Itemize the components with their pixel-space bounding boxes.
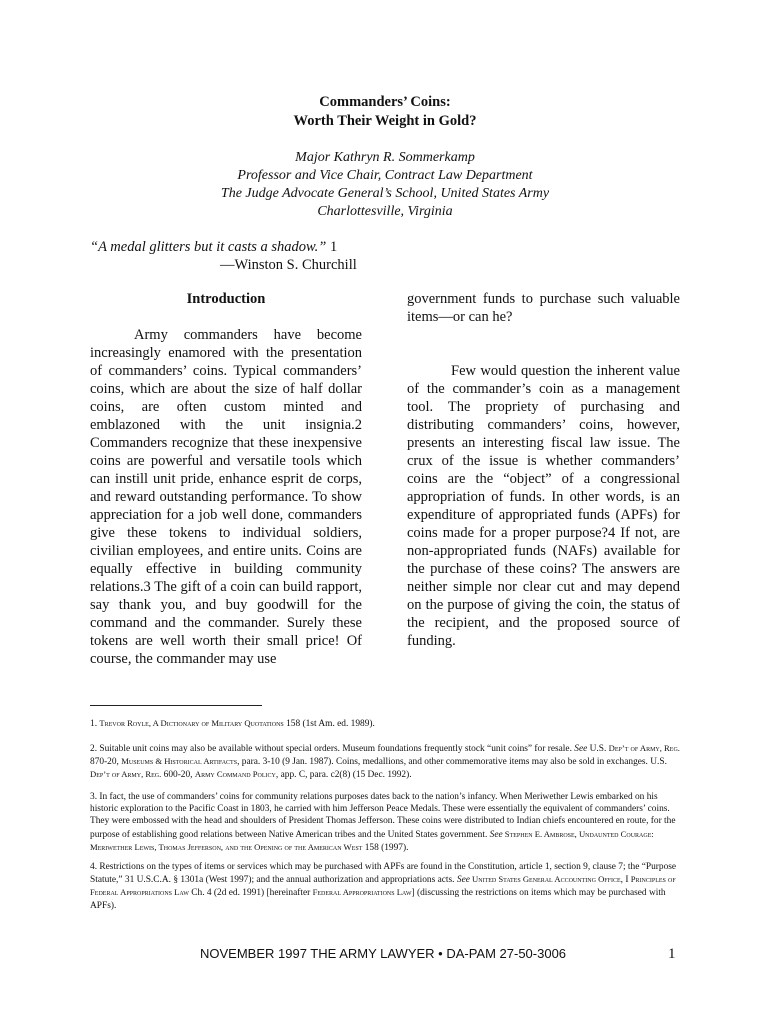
footnote-text: 600-20, (161, 770, 195, 781)
footnote-citation: Principles of Federal Appropriations Law (90, 874, 676, 898)
footnote-text: 1. (90, 719, 100, 729)
body-paragraph-continued: government funds to purchase such valuable items—or can he? (407, 291, 680, 325)
footnote-2 (90, 742, 680, 782)
footnote-text: , app. C, para. c2(8) (15 Dec. 1992). (275, 770, 412, 781)
author-name: Major Kathryn R. Sommerkamp (295, 150, 475, 165)
title-line-1: Commanders’ Coins: (319, 94, 451, 110)
author-position: Professor and Vice Chair, Contract Law Department (237, 168, 533, 183)
footnote-text: 3. In fact, the use of commanders’ coins for community relations purposes dates back to the nation’s infancy. When Meriwether Lewis embarked on his historic exploration to the Pacific Coast in 1803, he carried with him Jefferson Peace Medals. These were essentially the equivalent of commanders’ coins. They were embossed with the head and shoulders of President Thomas Jefferson. These coins were distributed to Indian chiefs encountered en route, for the purpose of establishing good relations between Native American tribes and the United States government. (90, 792, 676, 840)
footnote-signal: See (574, 744, 588, 754)
footnote-text: 4. Restrictions on the types of items or services which may be purchased with APFs are found in the Constitution, article 1, section 9, clause 7; the “Purpose Statute,” 31 U.S.C.A. § 1301a (West 1997); and the annual authorization and appropriations acts. (90, 862, 677, 886)
footnote-text: 2. Suitable unit coins may also be available without special orders. Museum foundations frequently stock “unit coins” for resale. (90, 744, 575, 754)
footnote-citation: Trevor Royle, A Dictionary of Military Quotations (99, 718, 284, 728)
right-column (407, 290, 680, 650)
epigraph-attribution: —Winston S. Churchill (220, 257, 357, 273)
footnote-citation: Stephen E. Ambrose, Undaunted Courage: Meriwether Lewis, Thomas Jefferson, and the Opening of the American West (90, 828, 654, 852)
left-column (90, 326, 362, 668)
epigraph (90, 238, 337, 256)
footnote-signal: See (489, 829, 503, 840)
footnote-citation: Federal Appropriations Law (312, 887, 412, 898)
footnote-citation: United States General Accounting Office (469, 874, 621, 885)
footnote-3 (90, 791, 680, 854)
author-school: The Judge Advocate General’s School, United States Army (220, 186, 550, 201)
section-heading: Introduction (186, 291, 266, 307)
footnote-citation: Army Command Policy (194, 769, 276, 780)
footnote-4 (90, 861, 680, 912)
footnote-text: U.S. (587, 744, 609, 754)
footnote-text: , I (620, 875, 631, 886)
footnote-divider (90, 705, 262, 706)
footnote-citation: Dep’t of Army, Reg. (90, 769, 162, 780)
author-location: Charlottesville, Virginia (317, 204, 453, 219)
footnote-text: , para. 3-10 (9 Jan. 1987). Coins, medallions, and other commemorative items may also be sold in exchanges. U.S. (237, 757, 667, 768)
footnote-text: 870-20, (90, 757, 122, 768)
epigraph-footnote-ref: 1 (326, 239, 338, 255)
page-footer: NOVEMBER 1997 THE ARMY LAWYER • DA-PAM 27-50-3006 (200, 946, 567, 961)
body-paragraph: Army commanders have become increasingly enamored with the presentation of commanders’ coins. Typical commanders’ coins, which are about the size of half dollar coins, are often custom minted and emblazoned with the unit insignia.2 Commanders recognize that these inexpensive coins are powerful and versatile tools which can instill unit pride, enhance esprit de corps, and reward outstanding performance. To show appreciation for a job well done, commanders give these tokens to individual soldiers, civilian employees, and entire units. Coins are equally effective in building community relations.3 The gift of a coin can build rapport, say thank you, and buy goodwill for the command and the commander. Surely these tokens are well worth their small price! Of course, the commander may use (90, 327, 362, 667)
footnote-text: ] (discussing the restrictions on items which may be purchased with APFs). (90, 888, 666, 911)
epigraph-text: “A medal glitters but it casts a shadow.” (90, 239, 327, 255)
footnote-text: Ch. 4 (2d ed. 1991) [hereinafter (188, 888, 313, 899)
footnote-text: 158 (1st Am. ed. 1989). (283, 719, 375, 729)
body-paragraph: Few would question the inherent value of the commander’s coin as a management tool. The propriety of purchasing and distributing commanders’ coins, however, presents an interesting fiscal law issue. The crux of the issue is whether commanders’ coins are the “object” of a congressional appropriation of funds. In other words, is an expenditure of appropriated funds (APFs) for coins made for a proper purpose?4 If not, are non-appropriated funds (NAFs) available for the purchase of these coins? The answers are neither simple nor clear cut and may depend on the purpose of giving the coin, the status of the recipient, and the proposed source of funding. (407, 363, 680, 649)
title-line-2: Worth Their Weight in Gold? (293, 113, 477, 129)
footnote-signal: See (456, 875, 470, 886)
footnote-citation: Dep’t of Army, Reg. (608, 743, 680, 753)
footnote-text: 158 (1997). (362, 842, 409, 853)
page-number: 1 (668, 946, 676, 962)
footnote-citation: Museums & Historical Artifacts (121, 756, 238, 767)
footnote-1 (90, 717, 680, 730)
